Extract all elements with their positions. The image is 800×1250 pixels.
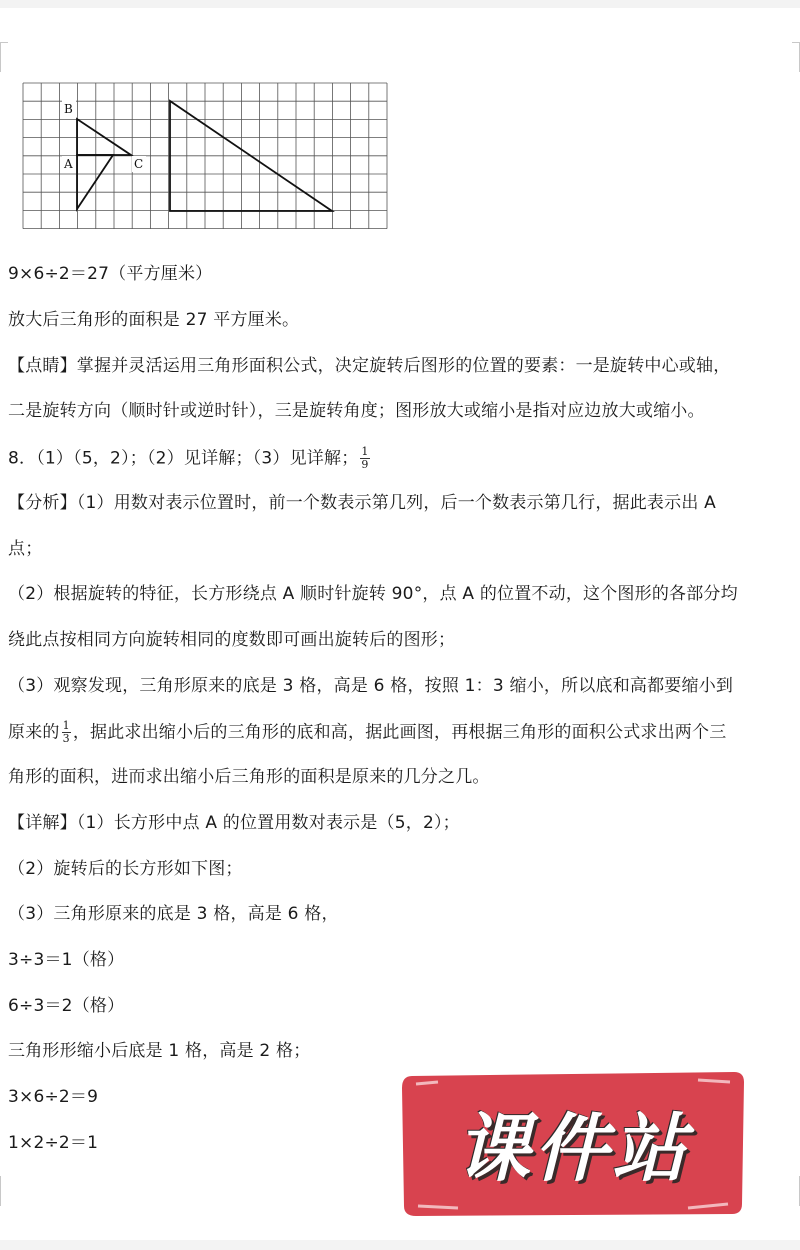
fraction-suffix: ，据此求出缩小后的三角形的底和高，据此画图，再根据三角形的面积公式求出两个三 [72, 722, 727, 743]
grid-diagram [22, 82, 392, 234]
stamp-text: 课件站 [456, 1106, 690, 1192]
text-line: 6÷3＝2（格） [8, 996, 125, 1016]
fraction-line [8, 720, 726, 745]
grid-figure [22, 82, 392, 238]
text-line: 【详解】（1）长方形中点 A 的位置用数对表示是（5，2）； [8, 813, 460, 833]
fraction-one-third [62, 720, 71, 745]
answer-text: 8．（1）（5，2）；（2）见详解；（3）见详解； [8, 448, 359, 469]
fraction-denominator: 3 [62, 732, 70, 745]
text-line: 点； [8, 539, 43, 559]
fraction-prefix: 原来的 [8, 722, 60, 743]
fraction-denominator: 9 [361, 458, 369, 471]
text-line: 【点睛】掌握并灵活运用三角形面积公式，决定旋转后图形的位置的要素：一是旋转中心或轴， [8, 356, 731, 376]
answer-line [8, 446, 372, 471]
text-line: 3÷3＝1（格） [8, 950, 125, 970]
text-line: 放大后三角形的面积是 27 平方厘米。 [8, 310, 300, 330]
text-line: （2）旋转后的长方形如下图； [8, 859, 243, 879]
rotated-triangle [77, 155, 113, 209]
text-line: 9×6÷2＝27（平方厘米） [8, 264, 213, 284]
margin-mark [792, 42, 800, 43]
margin-mark [0, 42, 1, 72]
margin-mark [0, 42, 8, 43]
text-line: （2）根据旋转的特征，长方形绕点 A 顺时针旋转 90°，点 A 的位置不动，这个图形的各部分均 [8, 584, 738, 604]
small-triangle [77, 119, 131, 155]
text-line: （3）观察发现，三角形原来的底是 3 格，高是 6 格，按照 1：3 缩小，所以底和高都要缩小到 [8, 676, 734, 696]
text-line: 3×6÷2＝9 [8, 1087, 99, 1107]
text-line: 二是旋转方向（顺时针或逆时针），三是旋转角度；图形放大或缩小是指对应边放大或缩小。 [8, 401, 705, 421]
fraction-one-ninth [360, 446, 369, 471]
text-line: （3）三角形原来的底是 3 格，高是 6 格， [8, 904, 339, 924]
text-line: 三角形形缩小后底是 1 格，高是 2 格； [8, 1041, 311, 1061]
watermark-stamp [398, 1068, 748, 1218]
margin-mark [0, 1176, 1, 1206]
text-line: 1×2÷2＝1 [8, 1133, 99, 1153]
point-label-a: A [64, 157, 73, 171]
point-label-b: B [64, 102, 73, 116]
text-line: 【分析】（1）用数对表示位置时，前一个数表示第几列，后一个数表示第几行，据此表示出 A [8, 493, 716, 513]
fraction-numerator: 1 [361, 445, 369, 458]
point-label-c: C [134, 157, 144, 171]
text-line: 角形的面积，进而求出缩小后三角形的面积是原来的几分之几。 [8, 767, 490, 787]
text-line: 绕此点按相同方向旋转相同的度数即可画出旋转后的图形； [8, 630, 456, 650]
fraction-numerator: 1 [62, 719, 70, 732]
